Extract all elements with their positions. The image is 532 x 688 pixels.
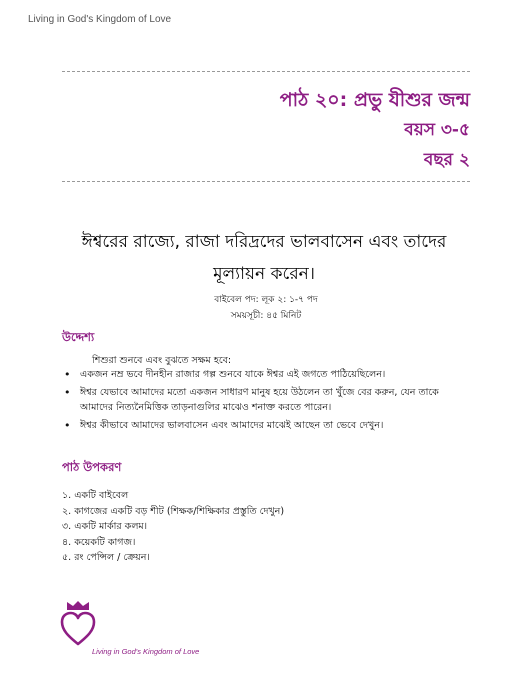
crown-heart-icon (58, 600, 98, 652)
divider-bottom (62, 181, 470, 182)
duration: সময়সূচী: ৪৫ মিনিট (230, 311, 302, 321)
memory-verse-line: মূল্যায়ন করেন। (213, 264, 315, 284)
objective-item: • ঈশ্বর কীভাবে আমাদের ভালবাসেন এবং আমাদের মাঝেই আছেন তা ভেবে দেখুন। (62, 418, 472, 433)
material-item: ২. কাগজের একটি বড় শীট (শিক্ষক/শিক্ষিকার প্রস্তুতি দেখুন) (62, 505, 285, 517)
footer-brand: Living in God's Kingdom of Love (92, 647, 200, 656)
lesson-title: পাঠ ২০: প্রভু যীশুর জন্ম (279, 89, 470, 111)
running-header: Living in God's Kingdom of Love (28, 14, 172, 25)
year-label: বছর ২ (423, 150, 470, 170)
material-item: ১. একটি বাইবেল (62, 490, 129, 501)
bible-passage: বাইবেল পদ: লূক ২: ১-৭ পদ (214, 295, 318, 305)
memory-verse-line: ঈশ্বরের রাজ্যে, রাজা দরিদ্রদের ভালবাসেন এবং তাদের (81, 232, 447, 252)
divider-top (62, 71, 470, 72)
memory-verse (68, 226, 460, 290)
objectives-heading: উদ্দেশ্য (62, 330, 95, 344)
materials-list (62, 488, 284, 566)
material-item: ৩. একটি মার্কার কলম। (62, 521, 148, 532)
objective-item: • ঈশ্বর যেভাবে আমাদের মতো একজন সাধারণ মানুষ হয়ে উঠলেন তা খুঁজে বের করুন, যেন তাকে আমাদের নিত্যনৈমিত্তিক তাড়নাগুলির মাঝেও শনাক্ত করতে পারেন। (62, 385, 472, 415)
objectives-intro: শিশুরা শুনবে এবং বুঝতে সক্ষম হবে: (92, 355, 232, 366)
material-item: ৫. রং পেন্সিল / ক্রেয়ন। (62, 552, 150, 563)
objective-item: • একজন নম্র ভবে দীনহীন রাজার গল্প শুনবে যাকে ঈশ্বর এই জগতে পাঠিয়েছিলেন। (62, 367, 472, 382)
objectives-list (62, 367, 472, 436)
material-item: ৪. কয়েকটি কাগজ। (62, 536, 136, 548)
age-range: বয়স ৩-৫ (404, 120, 470, 140)
materials-heading: পাঠ উপকরণ (62, 460, 122, 474)
